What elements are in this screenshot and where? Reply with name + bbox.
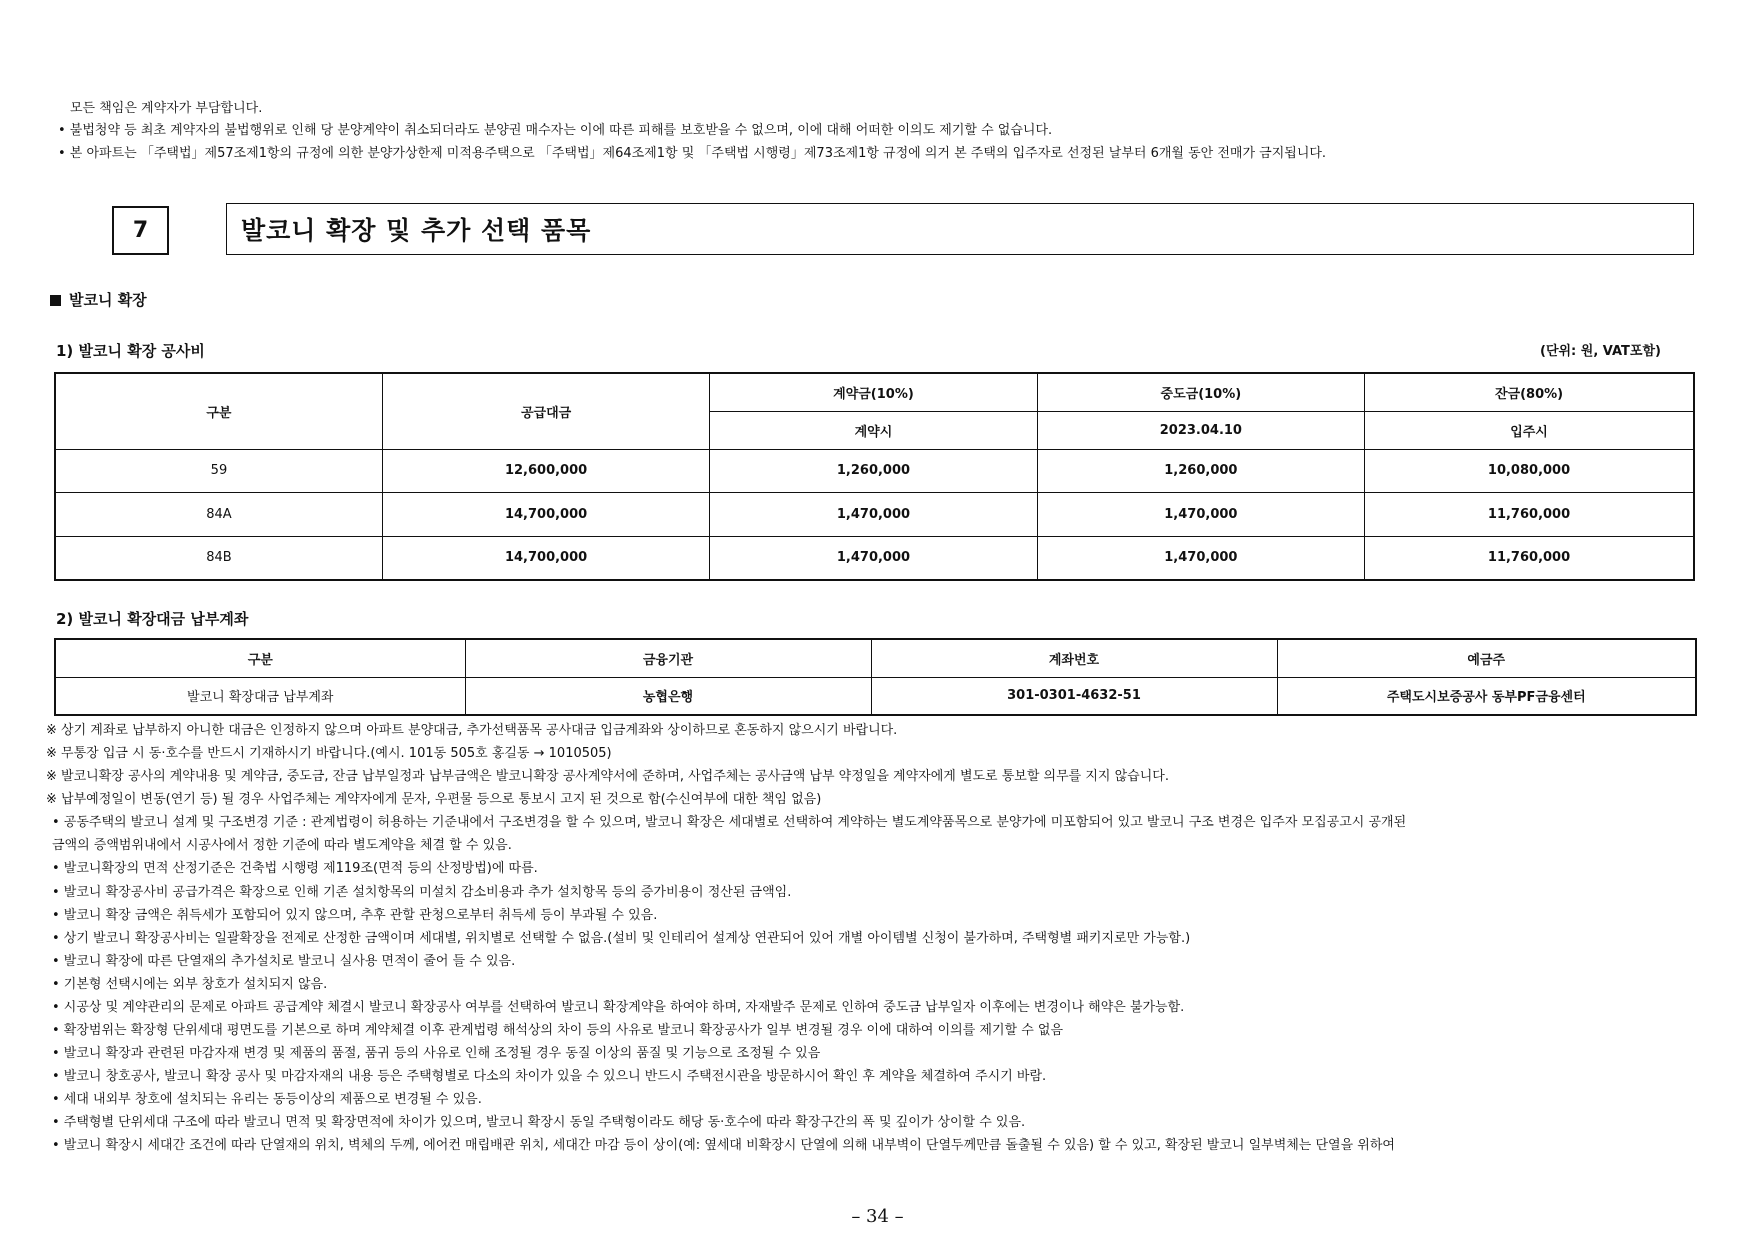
cell-middle: 1,470,000 bbox=[1037, 536, 1364, 580]
header-middle-sub: 2023.04.10 bbox=[1037, 411, 1364, 449]
table1-heading: 1) 발코니 확장 공사비 bbox=[56, 342, 205, 360]
table-row bbox=[55, 536, 1694, 580]
bullet-line: • 기본형 선택시에는 외부 창호가 설치되지 않음. bbox=[52, 977, 328, 992]
cell-middle: 1,260,000 bbox=[1037, 449, 1364, 492]
header-balance: 잔금(80%) bbox=[1365, 373, 1694, 411]
bullet-line: 금액의 증액범위내에서 시공사에서 정한 기준에 따라 별도계약을 체결 할 수 있음. bbox=[52, 838, 512, 853]
cell-balance: 10,080,000 bbox=[1365, 449, 1694, 492]
bullet-line: • 주택형별 단위세대 구조에 따라 발코니 면적 및 확장면적에 차이가 있으며, 발코니 확장시 동일 주택형이라도 해당 동·호수에 따라 확장구간의 폭 및 깊이가 상이할 수 있음. bbox=[52, 1115, 1026, 1130]
cell-supply: 14,700,000 bbox=[382, 536, 709, 580]
cell-balance: 11,760,000 bbox=[1365, 536, 1694, 580]
cell-account: 301-0301-4632-51 bbox=[871, 677, 1277, 715]
note-line: ※ 발코니확장 공사의 계약내용 및 계약금, 중도금, 잔금 납부일정과 납부금액은 발코니확장 공사계약서에 준하며, 사업주체는 공사금액 납부 약정일을 계약자에게 별도로 통보할 의무를 지지 않습니다. bbox=[46, 769, 1169, 784]
cell-type: 84A bbox=[55, 492, 382, 536]
bullet-line: • 발코니 확장과 관련된 마감자재 변경 및 제품의 품절, 품귀 등의 사유로 인해 조정될 경우 동질 이상의 품질 및 기능으로 조정될 수 있음 bbox=[52, 1046, 821, 1061]
bullet-line: • 발코니 확장시 세대간 조건에 따라 단열재의 위치, 벽체의 두께, 에어컨 매립배관 위치, 세대간 마감 등이 상이(예: 옆세대 비확장시 단열에 의해 내부벽이 단열두께만큼 돌출될 수 있음) 할 수 있고, 확장된 발코니 일부벽체는 단열을 위하여 bbox=[52, 1138, 1395, 1153]
bullet-line: • 발코니 확장에 따른 단열재의 추가설치로 발코니 실사용 면적이 줄어 들 수 있음. bbox=[52, 954, 516, 969]
table-row bbox=[55, 492, 1694, 536]
bullet-line: • 공동주택의 발코니 설계 및 구조변경 기준 : 관계법령이 허용하는 기준내에서 구조변경을 할 수 있으며, 발코니 확장은 세대별로 선택하여 계약하는 별도계약품목으로 분양가에 미포함되어 있고 발코니 구조 변경은 입주자 모집공고시 공개된 bbox=[52, 815, 1407, 830]
table-row bbox=[55, 449, 1694, 492]
payment-account-table bbox=[54, 638, 1697, 716]
note-line: ※ 납부예정일이 변동(연기 등) 될 경우 사업주체는 계약자에게 문자, 우편물 등으로 통보시 고지 된 것으로 함(수신여부에 대한 책임 없음) bbox=[46, 792, 822, 807]
cell-supply: 14,700,000 bbox=[382, 492, 709, 536]
header-supply: 공급대금 bbox=[382, 373, 709, 449]
bullet-line: • 발코니 창호공사, 발코니 확장 공사 및 마감자재의 내용 등은 주택형별로 다소의 차이가 있을 수 있으니 반드시 주택전시관을 방문하시어 확인 후 계약을 체결하여 주시기 바람. bbox=[52, 1069, 1047, 1084]
square-bullet-icon bbox=[50, 295, 61, 306]
bullet-line: • 발코니 확장 금액은 취득세가 포함되어 있지 않으며, 추후 관할 관청으로부터 취득세 등이 부과될 수 있음. bbox=[52, 908, 658, 923]
header-contract: 계약금(10%) bbox=[710, 373, 1037, 411]
cell-contract: 1,470,000 bbox=[710, 536, 1037, 580]
table-row bbox=[55, 677, 1696, 715]
cell-middle: 1,470,000 bbox=[1037, 492, 1364, 536]
intro-line-1: 모든 책임은 계약자가 부담합니다. bbox=[70, 101, 263, 116]
note-line: ※ 상기 계좌로 납부하지 아니한 대금은 인정하지 않으며 아파트 분양대금, 추가선택품목 공사대금 입금계좌와 상이하므로 혼동하지 않으시기 바랍니다. bbox=[46, 723, 898, 738]
page-number: – 34 – bbox=[851, 1206, 904, 1227]
cell-contract: 1,260,000 bbox=[710, 449, 1037, 492]
cell-type: 59 bbox=[55, 449, 382, 492]
header-contract-sub: 계약시 bbox=[710, 411, 1037, 449]
section-number: 7 bbox=[112, 206, 169, 255]
bullet-line: • 발코니 확장공사비 공급가격은 확장으로 인해 기존 설치항목의 미설치 감소비용과 추가 설치항목 등의 증가비용이 정산된 금액임. bbox=[52, 885, 792, 900]
bullet-line: • 상기 발코니 확장공사비는 일괄확장을 전제로 산정한 금액이며 세대별, 위치별로 선택할 수 없음.(설비 및 인테리어 설계상 연관되어 있어 개별 아이템별 신청이 불가하며, 주택형별 패키지로만 가능함.) bbox=[52, 931, 1191, 946]
section-title: 발코니 확장 및 추가 선택 품목 bbox=[226, 203, 1694, 255]
header-middle: 중도금(10%) bbox=[1037, 373, 1364, 411]
cell-contract: 1,470,000 bbox=[710, 492, 1037, 536]
intro-line-2: • 불법청약 등 최초 계약자의 불법행위로 인해 당 분양계약이 취소되더라도 분양권 매수자는 이에 따른 피해를 보호받을 수 없으며, 이에 대해 어떠한 이의도 제기할 수 없습니다. bbox=[58, 123, 1053, 138]
cell-category: 발코니 확장대금 납부계좌 bbox=[55, 677, 465, 715]
table2-heading: 2) 발코니 확장대금 납부계좌 bbox=[56, 610, 249, 628]
cell-supply: 12,600,000 bbox=[382, 449, 709, 492]
bullet-line: • 세대 내외부 창호에 설치되는 유리는 동등이상의 제품으로 변경될 수 있음. bbox=[52, 1092, 482, 1107]
header-category: 구분 bbox=[55, 373, 382, 449]
header-balance-sub: 입주시 bbox=[1365, 411, 1694, 449]
header-account: 계좌번호 bbox=[871, 639, 1277, 677]
note-line: ※ 무통장 입금 시 동·호수를 반드시 기재하시기 바랍니다.(예시. 101동 505호 홍길동 → 1010505) bbox=[46, 746, 612, 761]
balcony-cost-table bbox=[54, 372, 1695, 581]
header-bank: 금융기관 bbox=[465, 639, 871, 677]
bullet-line: • 발코니확장의 면적 산정기준은 건축법 시행령 제119조(면적 등의 산정방법)에 따름. bbox=[52, 861, 538, 876]
header-holder: 예금주 bbox=[1277, 639, 1696, 677]
cell-type: 84B bbox=[55, 536, 382, 580]
balcony-heading-label: 발코니 확장 bbox=[69, 291, 147, 309]
intro-line-3: • 본 아파트는 「주택법」제57조제1항의 규정에 의한 분양가상한제 미적용주택으로 「주택법」제64조제1항 및 「주택법 시행령」제73조제1항 규정에 의거 본 주택의 입주자로 선정된 날부터 6개월 동안 전매가 금지됩니다. bbox=[58, 146, 1327, 161]
table1-unit: (단위: 원, VAT포함) bbox=[1540, 344, 1661, 359]
cell-holder: 주택도시보증공사 동부PF금융센터 bbox=[1277, 677, 1696, 715]
balcony-heading bbox=[50, 289, 147, 310]
header-category: 구분 bbox=[55, 639, 465, 677]
bullet-line: • 시공상 및 계약관리의 문제로 아파트 공급계약 체결시 발코니 확장공사 여부를 선택하여 발코니 확장계약을 하여야 하며, 자재발주 문제로 인하여 중도금 납부일자 이후에는 변경이나 해약은 불가능함. bbox=[52, 1000, 1185, 1015]
cell-balance: 11,760,000 bbox=[1365, 492, 1694, 536]
bullet-line: • 확장범위는 확장형 단위세대 평면도를 기본으로 하며 계약체결 이후 관계법령 해석상의 차이 등의 사유로 발코니 확장공사가 일부 변경될 경우 이에 대하여 이의를 제기할 수 없음 bbox=[52, 1023, 1064, 1038]
cell-bank: 농협은행 bbox=[465, 677, 871, 715]
